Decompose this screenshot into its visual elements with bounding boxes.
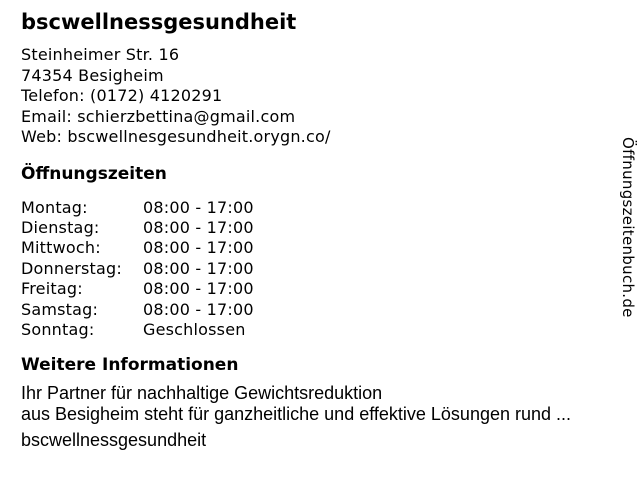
website-line: Web: bscwellnesgesundheit.orygn.co/ bbox=[21, 127, 331, 146]
description-line: aus Besigheim steht für ganzheitliche und effektive Lösungen rund ... bbox=[21, 404, 572, 425]
day-hours: 08:00 - 17:00 bbox=[143, 299, 254, 319]
day-label: Montag: bbox=[21, 197, 88, 217]
day-label: Donnerstag: bbox=[21, 258, 122, 278]
day-label: Dienstag: bbox=[21, 217, 100, 237]
day-label: Samstag: bbox=[21, 299, 99, 319]
description-line: Ihr Partner für nachhaltige Gewichtsreduktion bbox=[21, 383, 383, 404]
business-name-footer: bscwellnessgesundheit bbox=[21, 430, 207, 451]
opening-hours-table bbox=[21, 198, 601, 341]
day-label: Mittwoch: bbox=[21, 238, 101, 258]
day-hours: 08:00 - 17:00 bbox=[143, 238, 254, 258]
business-description bbox=[21, 383, 601, 425]
day-hours: 08:00 - 17:00 bbox=[143, 217, 254, 237]
postal-city: 74354 Besigheim bbox=[21, 65, 164, 85]
listing-content bbox=[21, 0, 601, 451]
street-address: Steinheimer Str. 16 bbox=[21, 45, 180, 64]
site-watermark: Öffnungszeitenbuch.de bbox=[619, 137, 637, 318]
more-info-heading: Weitere Informationen bbox=[21, 355, 239, 376]
phone-line: Telefon: (0172) 4120291 bbox=[21, 86, 223, 105]
contact-block bbox=[21, 45, 601, 148]
business-name-title: bscwellnessgesundheit bbox=[21, 10, 297, 34]
day-hours: Geschlossen bbox=[143, 319, 246, 339]
day-hours: 08:00 - 17:00 bbox=[143, 279, 254, 299]
day-hours: 08:00 - 17:00 bbox=[143, 197, 254, 217]
day-label: Sonntag: bbox=[21, 319, 95, 339]
day-hours: 08:00 - 17:00 bbox=[143, 258, 254, 278]
day-label: Freitag: bbox=[21, 279, 83, 299]
email-line: Email: schierzbettina@gmail.com bbox=[21, 106, 296, 126]
opening-hours-heading: Öffnungszeiten bbox=[21, 163, 167, 184]
